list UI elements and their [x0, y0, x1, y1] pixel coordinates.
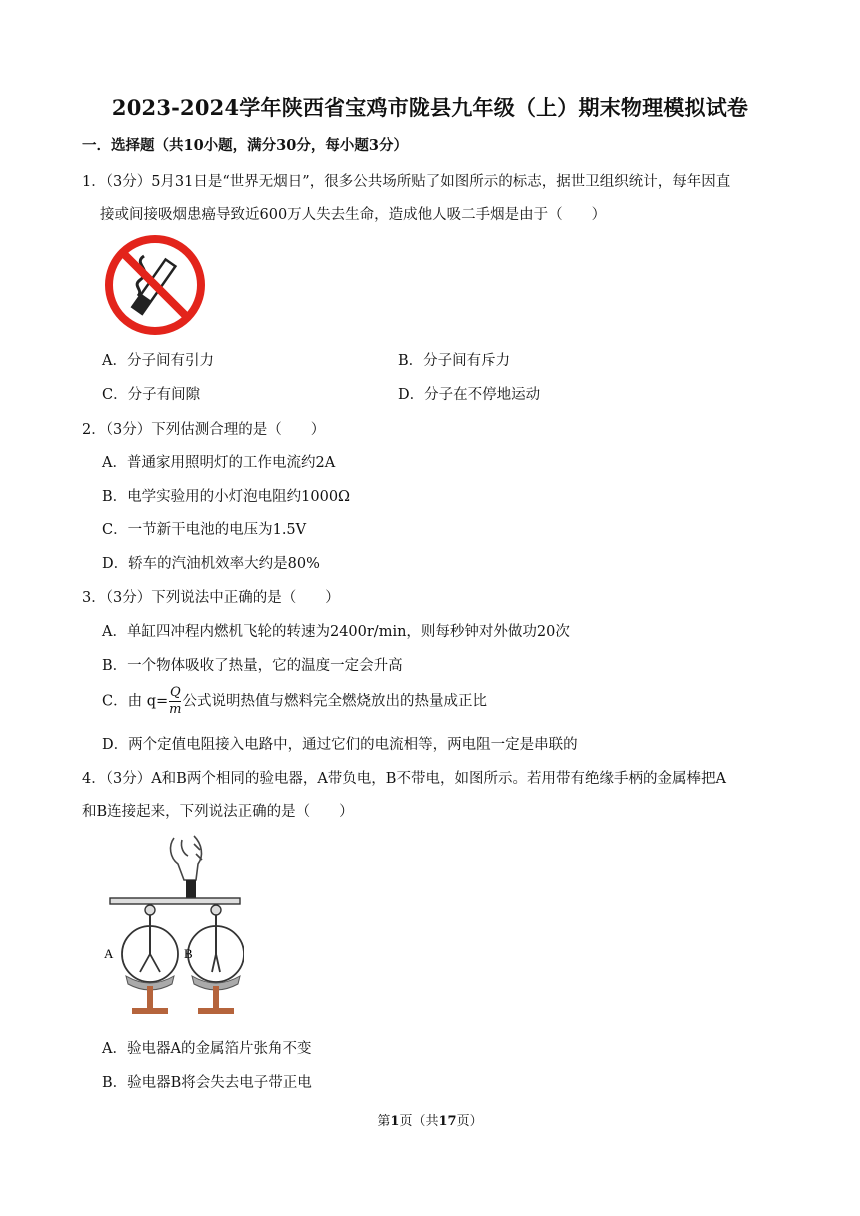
- footer-middle: 页（共: [399, 1114, 439, 1129]
- question-2-option-a: A．普通家用照明灯的工作电流约2A: [102, 455, 336, 471]
- footer-total-pages: 17: [438, 1114, 457, 1129]
- fraction-q-over-m: [169, 686, 181, 717]
- footer-page-number: 1: [390, 1114, 400, 1129]
- question-4-stem-line2: 和B连接起来，下列说法正确的是（ ）: [82, 804, 354, 820]
- fraction-denominator: m: [169, 702, 182, 717]
- question-1-option-b: B．分子间有斥力: [398, 353, 511, 369]
- question-3-option-b: B．一个物体吸收了热量，它的温度一定会升高: [102, 658, 403, 674]
- question-2-option-c: C．一节新干电池的电压为1.5V: [102, 522, 307, 538]
- option-c-prefix: C．由 q=: [102, 693, 169, 710]
- question-2-option-d: D．轿车的汽油机效率大约是80%: [102, 556, 320, 572]
- question-1-option-d: D．分子在不停地运动: [398, 387, 541, 403]
- option-c-suffix: 公式说明热值与燃料完全燃烧放出的热量成正比: [182, 693, 487, 710]
- question-4-stem-line1: 4．（3分）A和B两个相同的验电器，A带负电，B不带电，如图所示。若用带有绝缘手柄的金属棒把A: [82, 771, 726, 787]
- footer-suffix: 页）: [456, 1114, 483, 1129]
- question-3-option-d: D．两个定值电阻接入电路中，通过它们的电流相等，两电阻一定是串联的: [102, 737, 578, 753]
- electroscope-diagram: [104, 830, 244, 1020]
- electroscope-label-a: A: [104, 946, 114, 961]
- page-title: 2023-2024学年陕西省宝鸡市陇县九年级（上）期末物理模拟试卷: [111, 95, 749, 120]
- footer-prefix: 第: [377, 1114, 391, 1129]
- question-2-stem: 2．（3分）下列估测合理的是（ ）: [82, 422, 326, 438]
- question-4-option-a: A．验电器A的金属箔片张角不变: [102, 1041, 312, 1057]
- question-3-option-a: A．单缸四冲程内燃机飞轮的转速为2400r/min，则每秒钟对外做功20次: [102, 624, 570, 640]
- question-1-stem-line2: 接或间接吸烟患癌导致近600万人失去生命，造成他人吸二手烟是由于（ ）: [100, 207, 607, 223]
- question-2-option-b: B．电学实验用的小灯泡电阻约1000Ω: [102, 489, 351, 505]
- question-1-option-c: C．分子有间隙: [102, 387, 201, 403]
- electroscope-label-b: B: [184, 946, 193, 961]
- hand-icon: [171, 836, 202, 880]
- section-heading: 一．选择题（共10小题，满分30分，每小题3分）: [82, 137, 408, 154]
- question-4-option-b: B．验电器B将会失去电子带正电: [102, 1075, 312, 1091]
- question-3-option-c: [102, 686, 487, 717]
- no-smoking-sign-icon: [104, 234, 206, 336]
- fraction-numerator: Q: [169, 685, 181, 700]
- question-1-stem-line1: 1．（3分）5月31日是“世界无烟日”，很多公共场所贴了如图所示的标志，据世卫组织统计，每年因直: [82, 174, 731, 190]
- question-1-option-a: A．分子间有引力: [102, 353, 214, 369]
- page-footer: [0, 1110, 860, 1129]
- question-3-stem: 3．（3分）下列说法中正确的是（ ）: [82, 590, 340, 606]
